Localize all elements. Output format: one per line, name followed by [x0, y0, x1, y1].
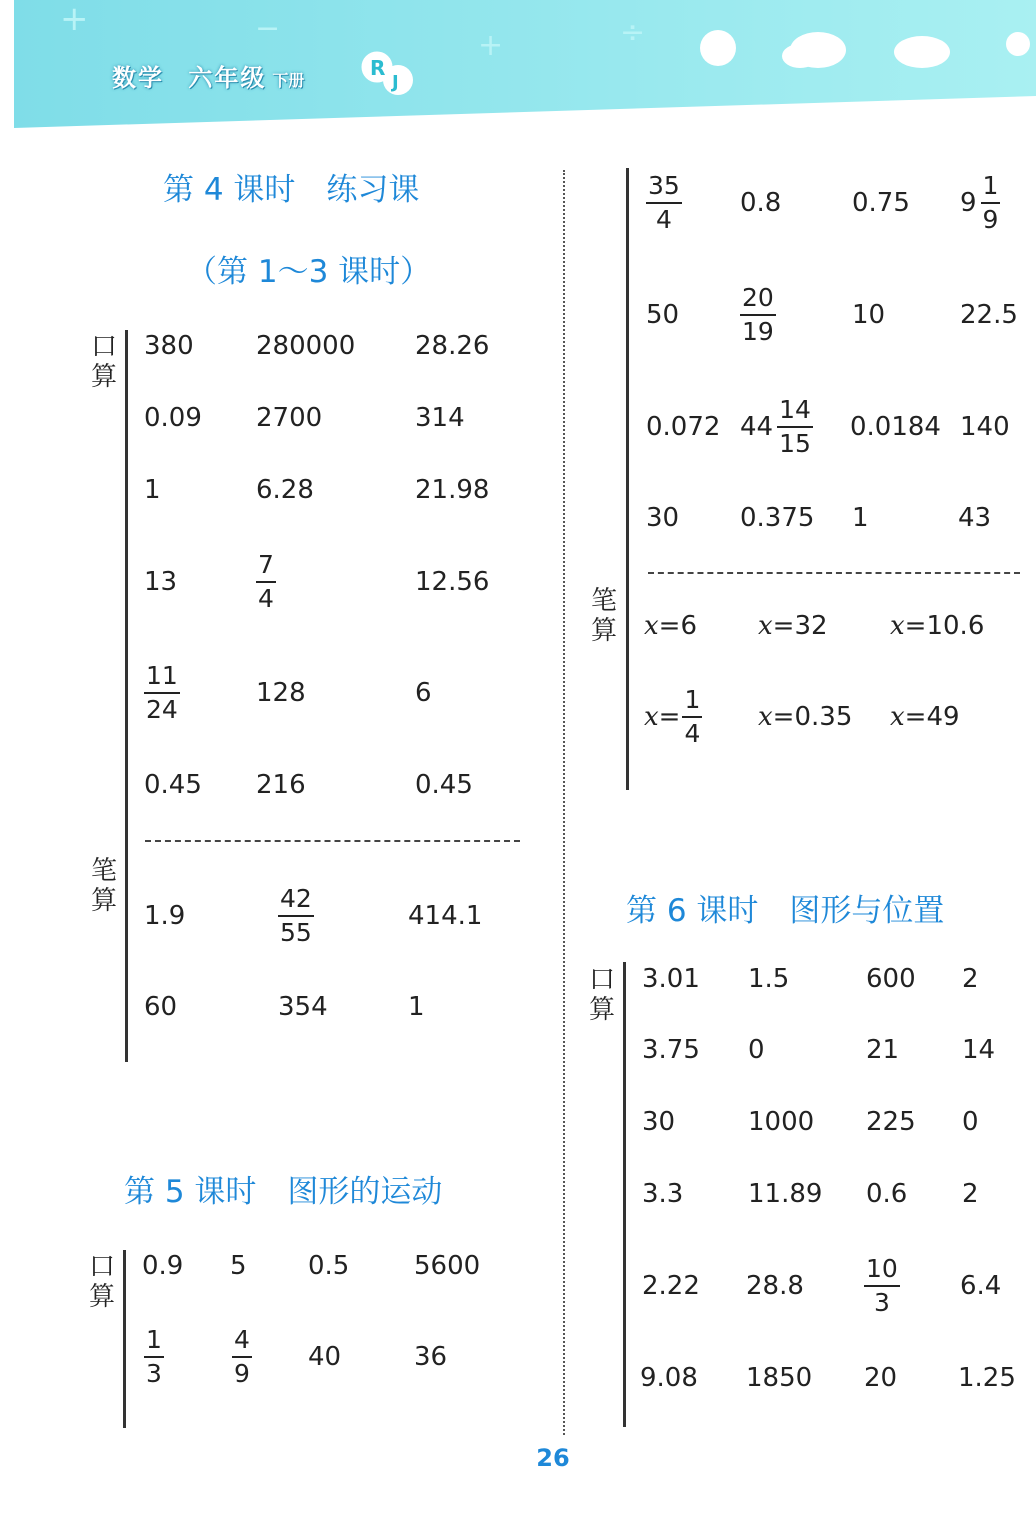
answer-cell: 1000: [748, 1107, 815, 1137]
fraction-part: [682, 684, 702, 750]
variable-x: x: [758, 611, 773, 641]
fraction-answer: [144, 1324, 164, 1390]
denominator: 19: [742, 317, 774, 346]
edition-j: J: [392, 72, 399, 93]
denominator: 3: [873, 1288, 890, 1317]
denominator: 15: [779, 429, 811, 458]
denominator: 9: [982, 205, 999, 234]
rj-edition-icon: [360, 50, 418, 98]
equals-sign: =: [772, 611, 795, 641]
answer-cell: 13: [144, 567, 178, 597]
solution-value: 49: [926, 702, 960, 732]
answer-cell: 280000: [256, 331, 356, 361]
answer-cell: 28.8: [746, 1271, 804, 1301]
fraction-answer: [144, 660, 180, 726]
svg-text:+: +: [478, 28, 504, 63]
variable-x: x: [644, 702, 659, 732]
equation-answer: [890, 611, 984, 641]
answer-cell: 600: [866, 964, 916, 994]
answer-cell: 5600: [414, 1251, 481, 1281]
numerator: 1: [682, 684, 702, 718]
answer-cell: 0.8: [740, 188, 782, 218]
numerator: 14: [777, 394, 813, 428]
answer-cell: 140: [960, 412, 1010, 442]
answer-cell: 0.09: [144, 403, 202, 433]
answer-cell: 3.75: [642, 1035, 700, 1065]
answer-cell: 2: [962, 1179, 979, 1209]
lesson5-title: 第 5 课时 图形的运动: [124, 1174, 443, 1210]
answer-cell: 1.25: [958, 1363, 1016, 1393]
edition-r: R: [370, 56, 386, 80]
answer-cell: 0.9: [142, 1251, 184, 1281]
answer-cell: 0.375: [740, 503, 815, 533]
denominator: 9: [234, 1359, 250, 1388]
section-divider: [145, 840, 520, 842]
answer-cell: 21: [866, 1035, 900, 1065]
solution-value: 32: [794, 611, 828, 641]
answer-cell: 225: [866, 1107, 916, 1137]
answer-cell: 380: [144, 331, 194, 361]
answer-cell: 20: [864, 1363, 898, 1393]
numerator: 20: [740, 282, 776, 316]
numerator: 35: [646, 170, 682, 204]
answer-cell: 128: [256, 678, 306, 708]
answer-cell: 0.45: [144, 770, 202, 800]
answer-cell: 10: [852, 300, 886, 330]
answer-cell: 30: [646, 503, 680, 533]
answer-cell: 1.9: [144, 901, 186, 931]
fraction-answer: [646, 170, 682, 236]
section-divider: [648, 572, 1020, 574]
equals-sign: =: [772, 702, 795, 732]
answer-cell: 216: [256, 770, 306, 800]
equation-answer: [890, 702, 960, 732]
answer-cell: 2.22: [642, 1271, 700, 1301]
answer-cell: 1.5: [748, 964, 790, 994]
answer-cell: 2700: [256, 403, 323, 433]
numerator: 4: [232, 1324, 252, 1358]
whole-part: 9: [960, 188, 977, 218]
equals-sign: =: [658, 611, 681, 641]
denominator: 55: [280, 918, 312, 947]
answer-cell: 28.26: [415, 331, 490, 361]
svg-text:÷: ÷: [620, 15, 646, 50]
left-bracket-line: [125, 330, 128, 1062]
answer-cell: 414.1: [408, 901, 483, 931]
answer-cell: 12.56: [415, 567, 490, 597]
svg-text:+: +: [60, 0, 89, 39]
page-number: 26: [536, 1444, 570, 1472]
answer-cell: 2: [962, 964, 979, 994]
answer-cell: 354: [278, 992, 328, 1022]
answer-cell: 0.0184: [850, 412, 941, 442]
answer-cell: 36: [414, 1342, 448, 1372]
fraction-part: [981, 170, 1001, 236]
numerator: 1: [144, 1324, 164, 1358]
written-calc-label: 笔算: [590, 586, 617, 646]
fraction-answer: [256, 549, 276, 615]
answer-cell: 14: [962, 1035, 996, 1065]
equation-answer: [758, 702, 852, 732]
answer-cell: 6.28: [256, 475, 314, 505]
numerator: 42: [278, 883, 314, 917]
answer-cell: 40: [308, 1342, 342, 1372]
lesson4-title: 第 4 课时 练习课: [163, 172, 420, 208]
denominator: 4: [258, 584, 274, 613]
denominator: 24: [146, 695, 178, 724]
answer-cell: 1: [408, 992, 425, 1022]
answer-cell: 0: [962, 1107, 979, 1137]
answer-cell: 314: [415, 403, 465, 433]
fraction-answer: [740, 282, 776, 348]
oral-calc-label: 口算: [90, 332, 117, 392]
oral-calc-label: 口算: [588, 965, 615, 1025]
answer-cell: 1: [144, 475, 161, 505]
header-banner: [0, 0, 1036, 132]
answer-cell: 50: [646, 300, 680, 330]
answer-cell: 0.45: [415, 770, 473, 800]
answer-cell: 3.01: [642, 964, 700, 994]
mixed-number-answer: [740, 394, 813, 460]
equation-answer: [644, 684, 702, 750]
answer-cell: 60: [144, 992, 178, 1022]
answer-cell: 0.75: [852, 188, 910, 218]
fraction-answer: [232, 1324, 252, 1390]
column-separator: [563, 170, 565, 1435]
answer-cell: 21.98: [415, 475, 490, 505]
variable-x: x: [890, 702, 905, 732]
left-bracket-line: [123, 1250, 126, 1428]
answer-cell: 1850: [746, 1363, 813, 1393]
solution-value: 6: [680, 611, 698, 641]
volume: 下册: [272, 71, 305, 90]
mixed-number-answer: [960, 170, 1000, 236]
equation-answer: [758, 611, 828, 641]
lesson4-subtitle: （第 1～3 课时）: [186, 254, 432, 290]
numerator: 11: [144, 660, 180, 694]
right-bracket-line: [626, 168, 629, 790]
numerator: 10: [864, 1253, 900, 1287]
denominator: 4: [655, 205, 672, 234]
right-bracket-line: [623, 962, 626, 1427]
answer-cell: 0.5: [308, 1251, 350, 1281]
denominator: 4: [684, 719, 701, 748]
numerator: 1: [981, 170, 1001, 204]
written-calc-label: 笔算: [90, 856, 117, 916]
variable-x: x: [758, 702, 773, 732]
variable-x: x: [644, 611, 659, 641]
subject: 数学: [112, 64, 164, 92]
fraction-part: [777, 394, 813, 460]
whole-part: 44: [740, 412, 774, 442]
variable-x: x: [890, 611, 905, 641]
answer-cell: 6.4: [960, 1271, 1002, 1301]
answer-cell: 0.6: [866, 1179, 908, 1209]
solution-value: 0.35: [794, 702, 853, 732]
answer-cell: 0.072: [646, 412, 721, 442]
answer-cell: 43: [958, 503, 992, 533]
svg-text:−: −: [255, 11, 281, 46]
denominator: 3: [146, 1359, 162, 1388]
lesson6-title: 第 6 课时 图形与位置: [626, 893, 945, 929]
answer-cell: 6: [415, 678, 432, 708]
answer-cell: 0: [748, 1035, 765, 1065]
equals-sign: =: [904, 702, 927, 732]
fraction-answer: [278, 883, 314, 949]
answer-cell: 3.3: [642, 1179, 684, 1209]
answer-cell: 30: [642, 1107, 676, 1137]
answer-cell: 11.89: [748, 1179, 823, 1209]
banner-title: [112, 58, 304, 93]
answer-cell: 22.5: [960, 300, 1018, 330]
equals-sign: =: [658, 702, 681, 732]
fraction-answer: [864, 1253, 900, 1319]
answer-cell: 9.08: [640, 1363, 698, 1393]
answer-cell: 1: [852, 503, 869, 533]
equation-answer: [644, 611, 697, 641]
answer-cell: 5: [230, 1251, 247, 1281]
numerator: 7: [256, 549, 276, 583]
solution-value: 10.6: [926, 611, 985, 641]
equals-sign: =: [904, 611, 927, 641]
grade: 六年级: [188, 64, 267, 92]
oral-calc-label: 口算: [88, 1252, 115, 1312]
